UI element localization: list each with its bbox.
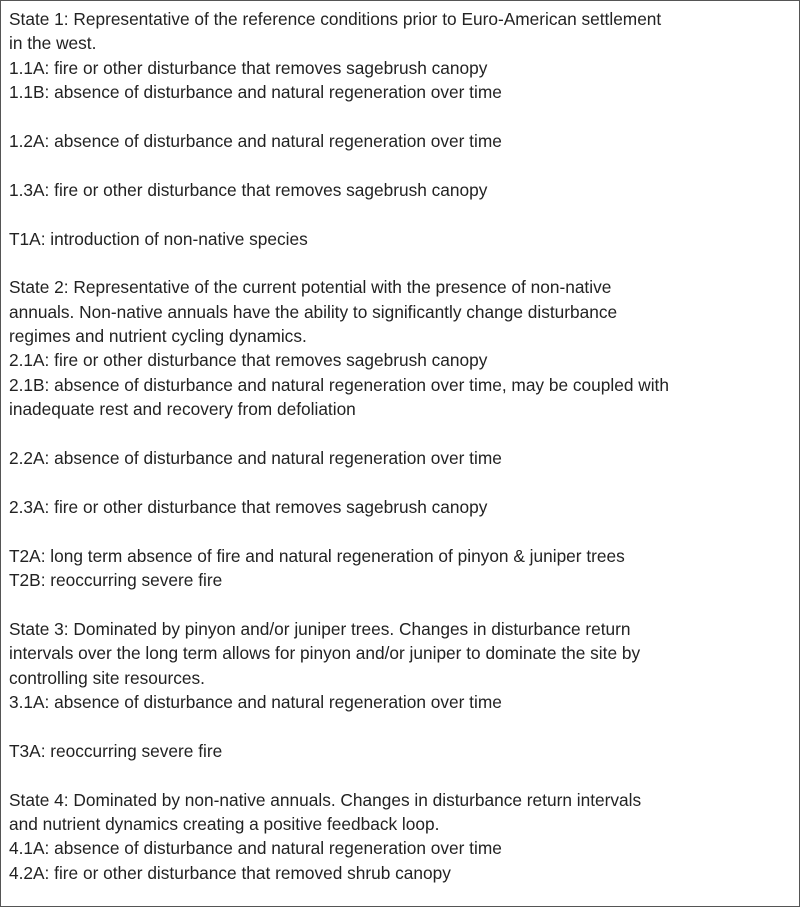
state-4-heading-line-1: State 4: Dominated by non-native annuals. Changes in disturbance return intervals: [9, 789, 642, 810]
blank-line: [9, 763, 793, 787]
state-2-heading-line-3: regimes and nutrient cycling dynamics.: [9, 326, 307, 347]
pathway-3-1a: 3.1A: absence of disturbance and natural regeneration over time: [9, 691, 502, 712]
state-1-heading-line-2: in the west.: [9, 33, 97, 54]
transition-t1a: T1A: introduction of non-native species: [9, 228, 308, 249]
blank-line: [9, 470, 793, 494]
pathway-2-1a: 2.1A: fire or other disturbance that removes sagebrush canopy: [9, 350, 488, 371]
blank-line: [9, 153, 793, 177]
state-1-heading-line-1: State 1: Representative of the reference conditions prior to Euro-American settlement: [9, 9, 662, 29]
state-2-heading-line-2: annuals. Non-native annuals have the ability to significantly change disturbance: [9, 301, 618, 322]
pathway-1-3a: 1.3A: fire or other disturbance that removes sagebrush canopy: [9, 179, 488, 200]
pathway-4-2a: 4.2A: fire or other disturbance that removed shrub canopy: [9, 862, 451, 883]
pathway-2-3a: 2.3A: fire or other disturbance that removes sagebrush canopy: [9, 496, 488, 517]
pathway-1-1b: 1.1B: absence of disturbance and natural regeneration over time: [9, 82, 502, 103]
blank-line: [9, 714, 793, 738]
state-3-heading-line-3: controlling site resources.: [9, 667, 205, 688]
blank-line: [9, 251, 793, 275]
pathway-2-1b-line-2: inadequate rest and recovery from defoliation: [9, 399, 356, 420]
blank-line: [9, 105, 793, 129]
pathway-2-1b-line-1: 2.1B: absence of disturbance and natural regeneration over time, may be coupled with: [9, 374, 669, 395]
blank-line: [9, 422, 793, 446]
state-2-heading-line-1: State 2: Representative of the current potential with the presence of non-native: [9, 277, 612, 298]
transition-t2a: T2A: long term absence of fire and natural regeneration of pinyon & juniper trees: [9, 545, 625, 566]
transition-t3a: T3A: reoccurring severe fire: [9, 740, 223, 761]
pathway-2-2a: 2.2A: absence of disturbance and natural regeneration over time: [9, 448, 502, 469]
state-4-heading-line-2: and nutrient dynamics creating a positive feedback loop.: [9, 813, 440, 834]
transition-t2b: T2B: reoccurring severe fire: [9, 569, 223, 590]
blank-line: [9, 519, 793, 543]
pathway-1-2a: 1.2A: absence of disturbance and natural regeneration over time: [9, 130, 502, 151]
state-3-heading-line-2: intervals over the long term allows for pinyon and/or juniper to dominate the site by: [9, 643, 641, 664]
pathway-1-1a: 1.1A: fire or other disturbance that removes sagebrush canopy: [9, 57, 488, 78]
pathway-4-1a: 4.1A: absence of disturbance and natural regeneration over time: [9, 838, 502, 859]
blank-line: [9, 592, 793, 616]
state-3-heading-line-1: State 3: Dominated by pinyon and/or juniper trees. Changes in disturbance return: [9, 618, 631, 639]
blank-line: [9, 202, 793, 226]
